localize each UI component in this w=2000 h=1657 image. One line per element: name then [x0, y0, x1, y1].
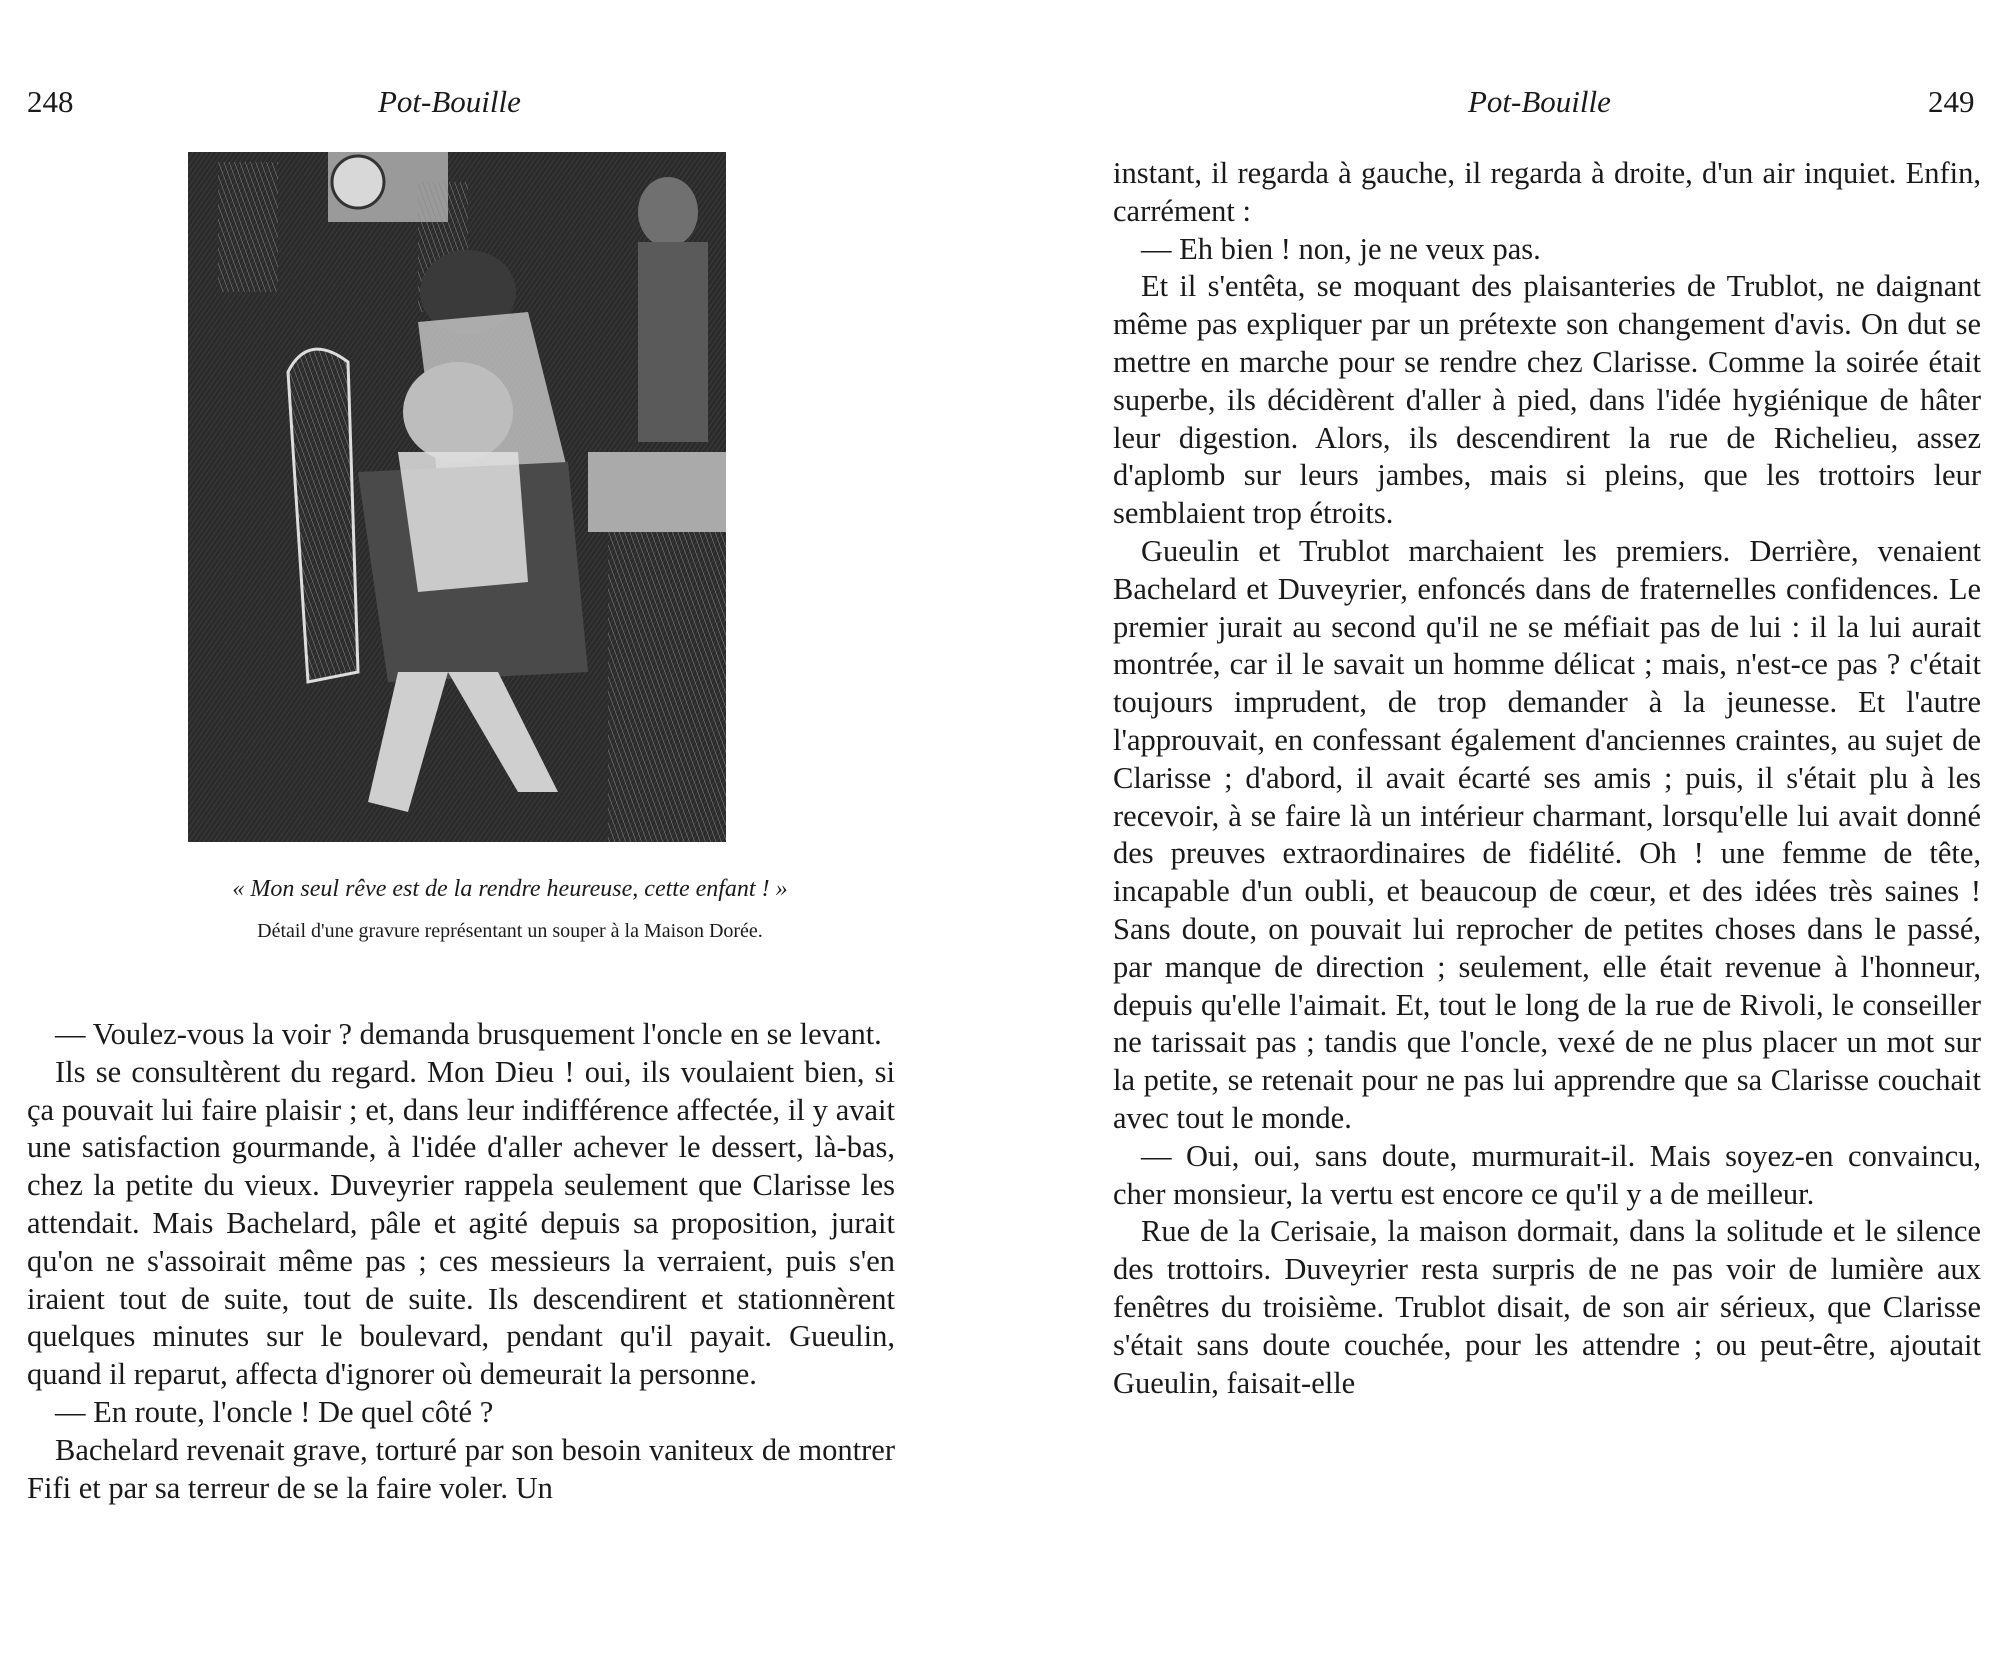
page-number: 248 — [27, 84, 74, 119]
paragraph: Et il s'entêta, se moquant des plaisanteries de Trublot, ne daignant même pas expliquer par un prétexte son changement d'avis. On dut se mettre en marche pour se rendre chez Clarisse. Comme la soirée était superbe, ils décidèrent d'aller à pied, dans l'idée hygiénique de hâter leur digestion. Alors, ils descendirent la rue de Richelieu, assez d'aplomb sur leurs jambes, mais si pleins, que les trottoirs leur semblaient trop étroits. — [1113, 269, 1981, 531]
paragraph: — Voulez-vous la voir ? demanda brusquement l'oncle en se levant. — [55, 1017, 882, 1051]
paragraph: Ils se consultèrent du regard. Mon Dieu ! oui, ils voulaient bien, si ça pouvait lui faire plaisir ; et, dans leur indifférence affectée, il y avait une satisfaction gourmande, à l'idée d'aller achever le dessert, là-bas, chez la petite du vieux. Duveyrier rappela seulement que Clarisse les attendait. Mais Bachelard, pâle et agité depuis sa proposition, jurait qu'on ne s'assoirait même pas ; ces messieurs la verraient, puis s'en iraient tout de suite, tout de suite. Ils descendirent et stationnèrent quelques minutes sur le boulevard, pendant qu'il payait. Gueulin, quand il reparut, affecta d'ignorer où demeurait la personne. — [27, 1054, 895, 1392]
page-number: 249 — [1928, 84, 1975, 119]
paragraph: Gueulin et Trublot marchaient les premiers. Derrière, venaient Bachelard et Duveyrier, enfoncés dans de fraternelles confidences. Le premier jurait au second qu'il ne se méfiait pas de lui : il la lui aurait montrée, car il le savait un homme délicat ; mais, n'est-ce pas ? c'était toujours imprudent, de trop demander à la jeunesse. Et l'autre l'approuvait, en confessant également d'anciennes craintes, au sujet de Clarisse ; d'abord, il avait écarté ses amis ; puis, il s'était plu à les recevoir, à se faire là un intérieur charmant, lorsqu'elle lui avait donné des preuves extraordinaires de fidélité. Oh ! une femme de tête, incapable d'un oubli, et beaucoup de cœur, et des idées très saines ! Sans doute, on pouvait lui reprocher de petites choses dans le passé, par manque de direction ; seulement, elle était revenue à l'honneur, depuis qu'elle l'aimait. Et, tout le long de la rue de Rivoli, le conseiller ne tarissait pas ; tandis que l'oncle, vexé de ne plus placer un mot sur la petite, se retenait pour ne pas lui apprendre que sa Clarisse couchait avec tout le monde. — [1113, 533, 1981, 1135]
right-page-body — [1113, 155, 1981, 1402]
running-title: Pot-Bouille — [378, 84, 521, 119]
paragraph: — Eh bien ! non, je ne veux pas. — [1141, 231, 1541, 266]
paragraph: — Oui, oui, sans doute, murmurait-il. Mais soyez-en convaincu, cher monsieur, la vertu est encore ce qu'il y a de meilleur. — [1113, 1138, 1981, 1211]
running-title: Pot-Bouille — [1468, 84, 1611, 119]
right-page — [1000, 0, 2000, 1657]
left-page-body — [27, 1016, 895, 1507]
engraving-image — [188, 152, 726, 842]
paragraph: — En route, l'oncle ! De quel côté ? — [55, 1394, 494, 1429]
paragraph: instant, il regarda à gauche, il regarda à droite, d'un air inquiet. Enfin, carrément : — [1113, 156, 1981, 228]
paragraph: Rue de la Cerisaie, la maison dormait, dans la solitude et le silence des trottoirs. Duveyrier resta surpris de ne pas voir de lumière aux fenêtres du troisième. Trublot disait, de son air sérieux, que Clarisse s'était sans doute couchée, pour les attendre ; ou peut-être, ajoutait Gueulin, faisait-elle — [1113, 1214, 1981, 1400]
paragraph: Bachelard revenait grave, torturé par son besoin vaniteux de montrer Fifi et par sa terreur de se la faire voler. Un — [27, 1432, 895, 1505]
engraving-illustration — [188, 152, 726, 842]
illustration-caption-quote: « Mon seul rêve est de la rendre heureuse, cette enfant ! » — [232, 876, 788, 902]
illustration-caption-credit: Détail d'une gravure représentant un souper à la Maison Dorée. — [257, 920, 763, 942]
